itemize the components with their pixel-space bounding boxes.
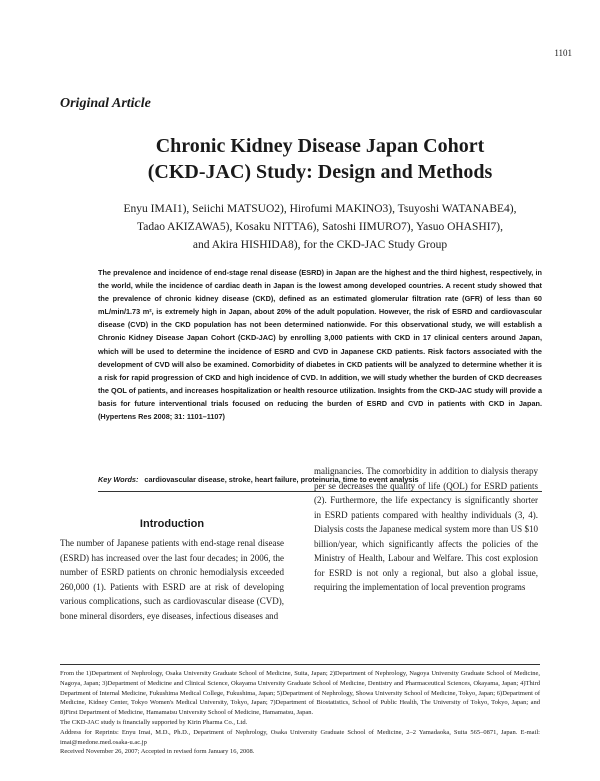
author-line: and Akira HISHIDA8), for the CKD-JAC Study Group (192, 239, 448, 251)
section-heading-introduction: Introduction (139, 518, 205, 530)
footnote-funding: The CKD-JAC study is financially supported by Kirin Pharma Co., Ltd. (60, 718, 248, 726)
title-line: (CKD-JAC) Study: Design and Methods (147, 161, 493, 183)
footnote-affiliations: From the 1)Department of Nephrology, Osaka University Graduate School of Medicine, Suita, Japan; 2)Department of Nephrology, Nagoya University Graduate School of Medicine, Nagoya, Japan; 3)Department of Medicine and Clinical Science, Okayama University Graduate School of Medicine, Dentistry and Pharmaceutical Sciences, Okayama, Japan; 4)Third Department of Internal Medicine, Fukushima Medical College, Fukushima, Japan; 5)Department of Nephrology, Showa University School of Medicine, Tokyo, Japan; 6)Department of Medicine, Kidney Center, Tokyo Women's Medical University, Tokyo, Japan; 7)Department of Biostatistics, School of Public Health, The University of Tokyo, Tokyo, Japan; and 8)First Department of Medicine, Hamamatsu University School of Medicine, Hamamatsu, Japan. (60, 670, 540, 717)
keywords-label: Key Words: (98, 475, 139, 484)
footnote-address: Address for Reprints: Enyu Imai, M.D., Ph.D., Department of Nephrology, Osaka University Graduate School of Medicine, 2–2 Yamadaoka, Suita 565–0871, Japan. E-mail: imai@medone.med.osaka-u.ac.jp (60, 728, 540, 746)
article-title (60, 133, 580, 185)
title-line: Chronic Kidney Disease Japan Cohort (155, 135, 485, 157)
abstract: The prevalence and incidence of end-stage renal disease (ESRD) in Japan are the highest and the third highest, respectively, in the world, while the incidence of cardiac death in Japan is the lowest among developed countries. A recent study showed that the prevalence of chronic kidney disease (CKD), defined as an estimated glomerular filtration rate (GFR) of less than 60 mL/min/1.73 m², is extremely high in Japan, about 20% of the adult population. However, the risk of ESRD and cardiovascular disease (CVD) in the CKD population has not been determined nationwide. For this observational study, we will establish a Chronic Kidney Disease Japan Cohort (CKD-JAC) by enrolling 3,000 patients with CKD in 17 clinical centers around Japan, which will be used to determine the incidence of ESRD and CVD in Japanese CKD patients. Risk factors associated with the development of CVD will also be examined. Comorbidity of diabetes in CKD patients will be analyzed to determine whether it is a risk for rapid progression of CKD and high incidence of CVD. In addition, we will study whether the burden of CKD decreases the QOL of patients, and increases hospitalization or health resource utilization. Insights from the CKD-JAC study will provide a basis for future interventional trials focused on reducing the burden of ESRD and CVD in patients with CKD in Japan. (Hypertens Res 2008; 31: 1101–1107) (98, 268, 542, 422)
footnote-divider (60, 664, 540, 665)
author-line: Tadao AKIZAWA5), Kosaku NITTA6), Satoshi IIMURO7), Yasuo OHASHI7), (137, 221, 503, 233)
keywords-text: cardiovascular disease, stroke, heart failure, proteinuria, time to event analysis (144, 475, 419, 484)
body-column-left: The number of Japanese patients with end-stage renal disease (ESRD) has increased over the last four decades; in 2006, the number of ESRD patients on chronic hemodialysis exceeded 260,000 (1). Patients with ESRD are at risk of developing various complications, such as cardiovascular disease (CVD), bone mineral disorders, eye diseases, infectious diseases and (60, 538, 284, 621)
article-type-label: Original Article (60, 96, 151, 111)
body-column-right: malignancies. The comorbidity in addition to dialysis therapy per se decreases the quality of life (QOL) for ESRD patients (2). Furthermore, the life expectancy is significantly shorter in ESRD patients compared with healthy individuals (3, 4). Dialysis costs the Japanese medical system more than US $10 billion/year, which significantly affects the policies of the Ministry of Health, Labour and Welfare. This cost explosion for ESRD is not only a regional, but also a global issue, requiring the implementation of local prevention programs (314, 466, 538, 592)
footnotes (60, 669, 540, 757)
author-list (60, 200, 580, 254)
author-line: Enyu IMAI1), Seiichi MATSUO2), Hirofumi MAKINO3), Tsuyoshi WATANABE4), (123, 203, 517, 215)
page-number: 1101 (554, 48, 572, 58)
footnote-dates: Received November 26, 2007; Accepted in revised form January 16, 2008. (60, 748, 255, 756)
